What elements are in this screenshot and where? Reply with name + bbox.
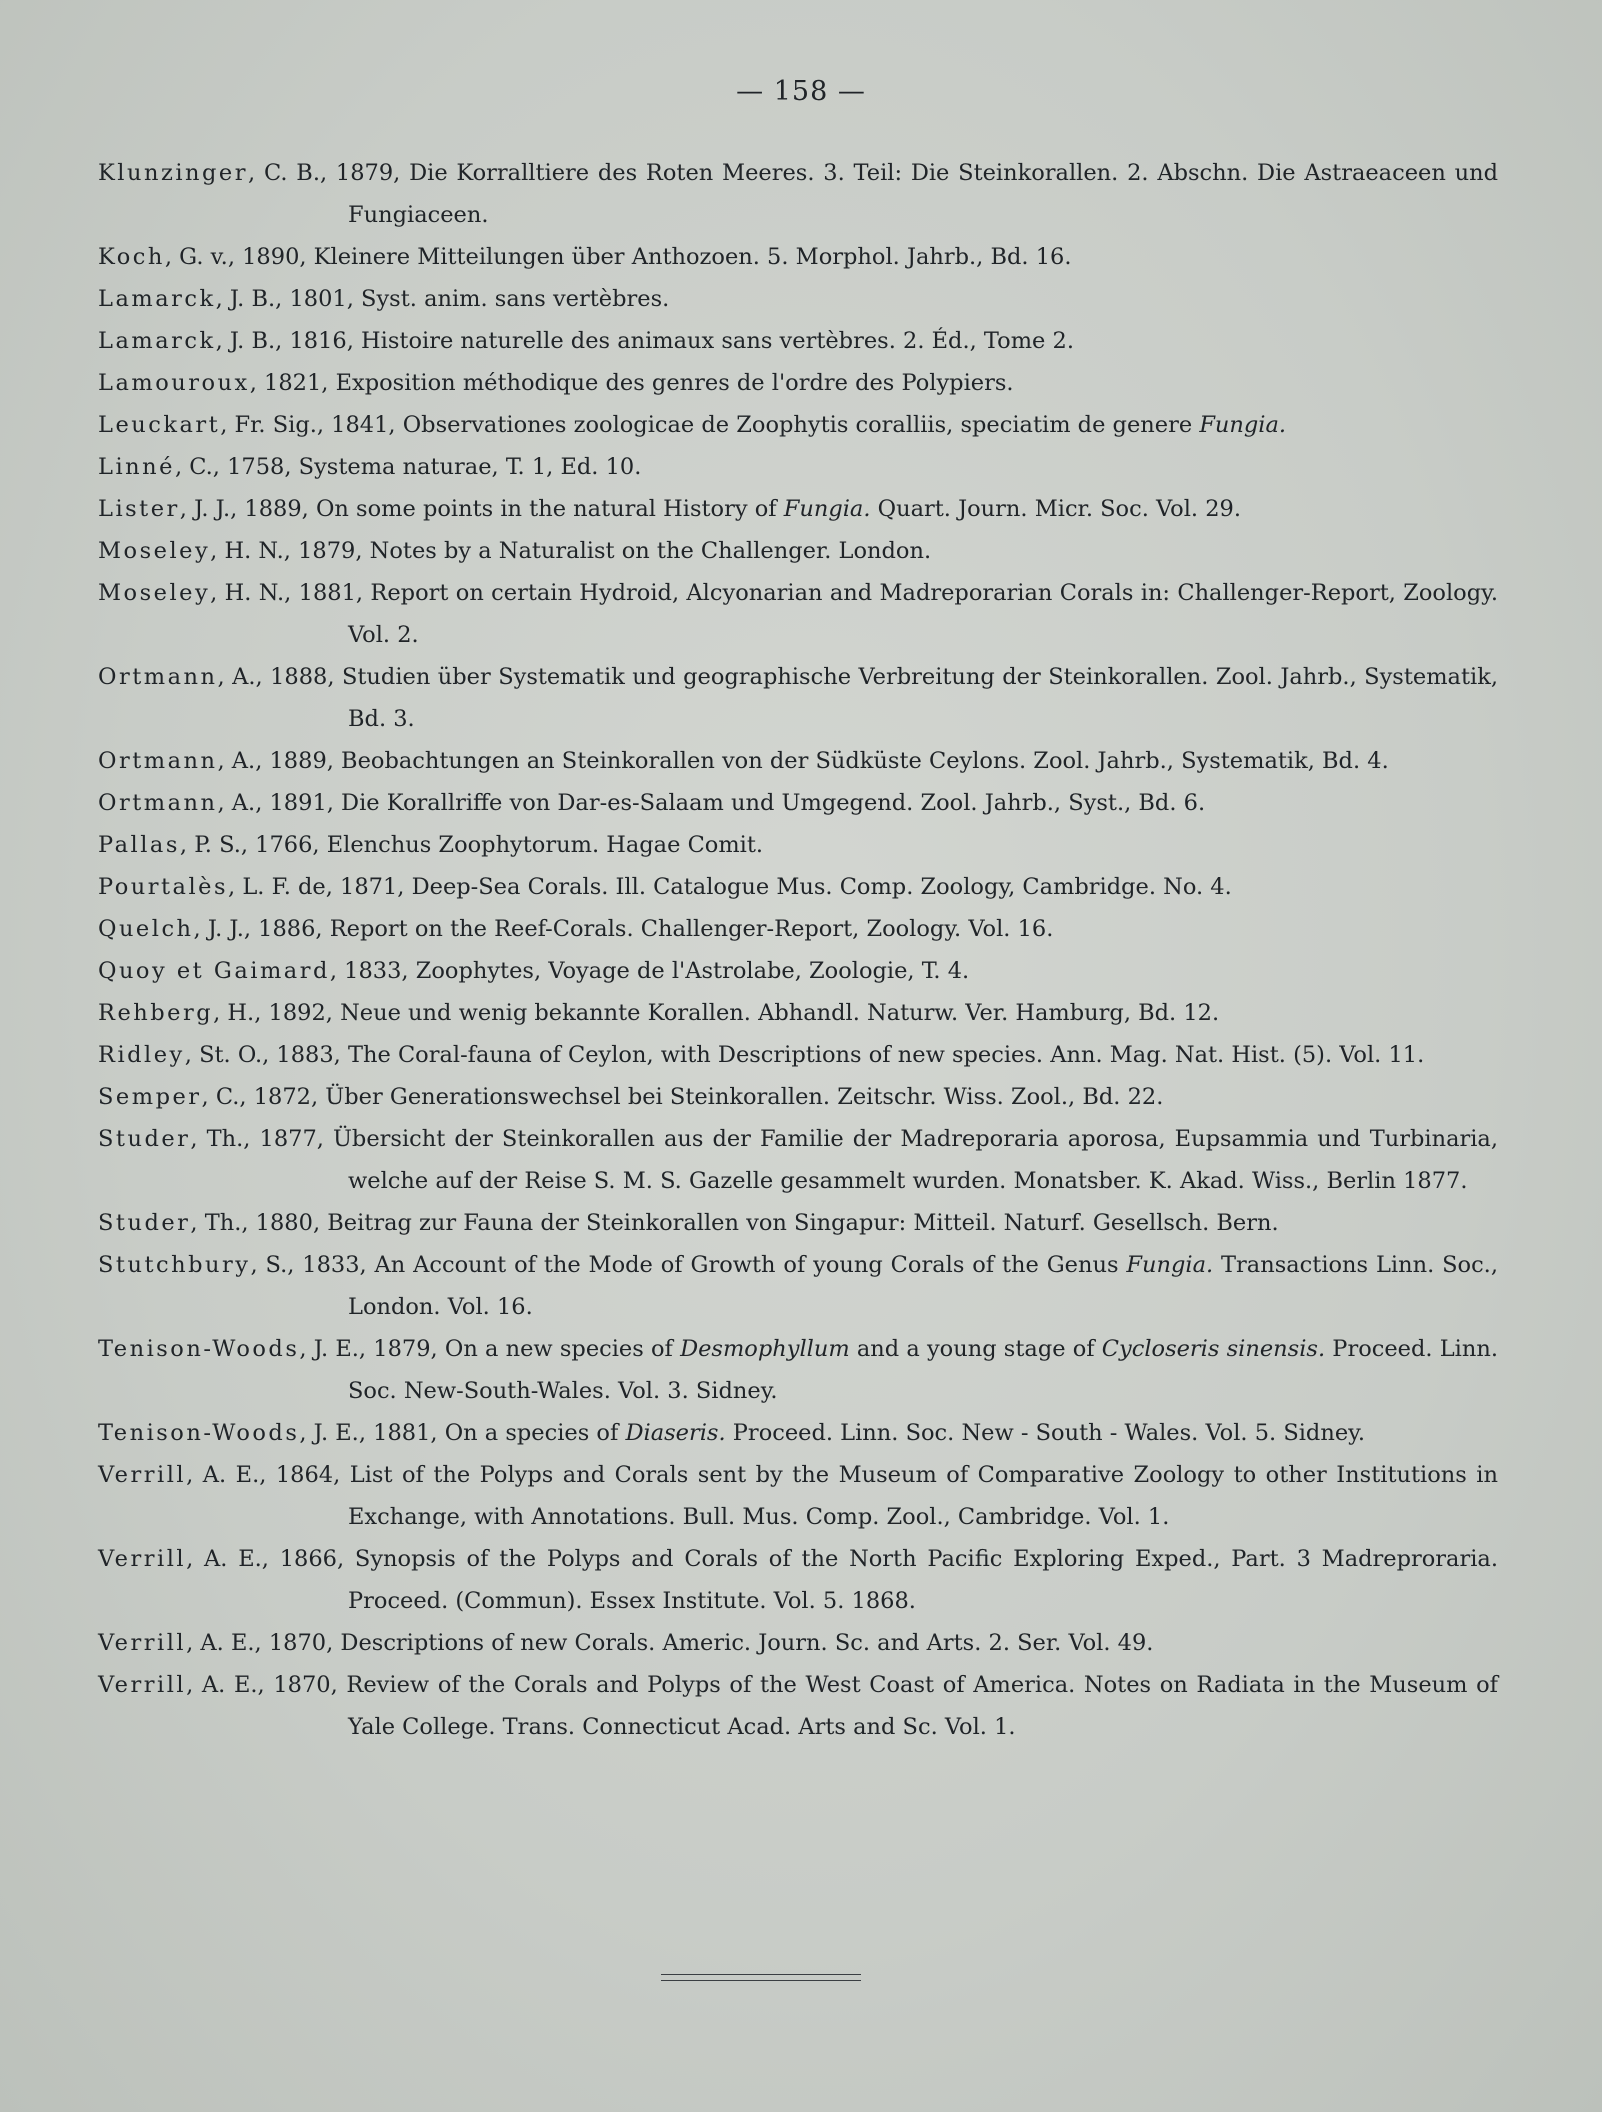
reference-author: Lamouroux (98, 370, 250, 396)
reference-author: Linné (98, 454, 175, 480)
reference-italic: Fungia. (783, 496, 871, 522)
page-number: — 158 — (736, 76, 866, 107)
reference-italic: Fungia. (1199, 412, 1287, 438)
reference-text: , A., 1889, Beobachtungen an Steinkorallen von der Südküste Ceylons. Zool. Jahrb., Systematik, Bd. 4. (217, 748, 1389, 774)
reference-author: Moseley (98, 538, 211, 564)
reference-entry (98, 1328, 1498, 1412)
reference-text: , A. E., 1864, List of the Polyps and Corals sent by the Museum of Comparative Zoology to other Institutions in Exchange, with Annotations. Bull. Mus. Comp. Zool., Cambridge. Vol. 1. (186, 1462, 1498, 1530)
reference-author: Moseley (98, 580, 211, 606)
reference-text: Proceed. Linn. Soc. New-South-Wales. Vol. 3. Sidney. (348, 1336, 1498, 1404)
reference-entry (98, 572, 1498, 656)
reference-entry (98, 1454, 1498, 1538)
reference-text: , A. E., 1866, Synopsis of the Polyps and Corals of the North Pacific Exploring Exped., Part. 3 Madreproraria. Proceed. (Commun). Essex Institute. Vol. 5. 1868. (186, 1546, 1498, 1614)
reference-text: , H., 1892, Neue und wenig bekannte Korallen. Abhandl. Naturw. Ver. Hamburg, Bd. 12. (213, 1000, 1220, 1026)
reference-text: , C., 1758, Systema naturae, T. 1, Ed. 10. (174, 454, 642, 480)
reference-author: Verrill (98, 1462, 187, 1488)
reference-entry (98, 1412, 1498, 1454)
reference-text: , S., 1833, An Account of the Mode of Growth of young Corals of the Genus (250, 1252, 1127, 1278)
reference-entry (98, 824, 1498, 866)
reference-entry (98, 1664, 1498, 1748)
reference-text: , A. E., 1870, Review of the Corals and Polyps of the West Coast of America. Notes on Radiata in the Museum of Yale College. Trans. Connecticut Acad. Arts and Sc. Vol. 1. (186, 1672, 1498, 1740)
reference-entry (98, 950, 1498, 992)
reference-text: , A. E., 1870, Descriptions of new Corals. Americ. Journ. Sc. and Arts. 2. Ser. Vol. 49. (186, 1630, 1154, 1656)
reference-italic: Desmophyllum (680, 1336, 850, 1362)
reference-author: Studer (98, 1210, 191, 1236)
reference-text: , G. v., 1890, Kleinere Mitteilungen über Anthozoen. 5. Morphol. Jahrb., Bd. 16. (164, 244, 1072, 270)
reference-author: Semper (98, 1084, 202, 1110)
reference-author: Lamarck (98, 286, 216, 312)
reference-text: , Th., 1877, Übersicht der Steinkorallen aus der Familie der Madreporaria aporosa, Eupsammia und Turbinaria, welche auf der Reise S. M. S. Gazelle gesammelt wurden. Monatsber. K. Akad. Wiss., Berlin 1877. (190, 1126, 1498, 1194)
reference-text: , J. B., 1816, Histoire naturelle des animaux sans vertèbres. 2. Éd., Tome 2. (215, 328, 1074, 354)
reference-text: and a young stage of (849, 1336, 1102, 1362)
reference-italic: Fungia. (1126, 1252, 1214, 1278)
reference-author: Verrill (98, 1630, 187, 1656)
reference-author: Stutchbury (98, 1252, 251, 1278)
reference-text: Quart. Journ. Micr. Soc. Vol. 29. (870, 496, 1242, 522)
reference-author: Studer (98, 1126, 191, 1152)
reference-text: , Th., 1880, Beitrag zur Fauna der Steinkorallen von Singapur: Mitteil. Naturf. Gesellsch. Bern. (190, 1210, 1279, 1236)
reference-entry (98, 908, 1498, 950)
reference-entry (98, 530, 1498, 572)
reference-italic: Cycloseris sinensis. (1101, 1336, 1326, 1362)
reference-text: , J. J., 1889, On some points in the natural History of (179, 496, 784, 522)
reference-entry (98, 1076, 1498, 1118)
reference-entry (98, 488, 1498, 530)
reference-entry (98, 1118, 1498, 1202)
reference-author: Quelch (98, 916, 194, 942)
reference-text: , Fr. Sig., 1841, Observationes zoologicae de Zoophytis coralliis, speciatim de genere (220, 412, 1200, 438)
reference-entry (98, 782, 1498, 824)
reference-text: , J. E., 1881, On a species of (299, 1420, 626, 1446)
reference-entry (98, 1244, 1498, 1328)
reference-author: Pourtalès (98, 874, 229, 900)
reference-author: Lamarck (98, 328, 216, 354)
reference-text: , 1833, Zoophytes, Voyage de l'Astrolabe, Zoologie, T. 4. (329, 958, 970, 984)
end-rule (661, 1974, 861, 1981)
reference-text: , L. F. de, 1871, Deep-Sea Corals. Ill. Catalogue Mus. Comp. Zoology, Cambridge. No. 4. (228, 874, 1232, 900)
reference-author: Rehberg (98, 1000, 214, 1026)
reference-author: Pallas (98, 832, 180, 858)
reference-entry (98, 992, 1498, 1034)
reference-author: Ridley (98, 1042, 185, 1068)
reference-entry (98, 1622, 1498, 1664)
reference-author: Ortmann (98, 748, 218, 774)
reference-text: Transactions Linn. Soc., London. Vol. 16. (348, 1252, 1498, 1320)
reference-entry (98, 1202, 1498, 1244)
reference-text: , H. N., 1879, Notes by a Naturalist on the Challenger. London. (210, 538, 932, 564)
reference-text: , A., 1891, Die Korallriffe von Dar-es-Salaam und Umgegend. Zool. Jahrb., Syst., Bd. 6. (217, 790, 1206, 816)
reference-text: , J. B., 1801, Syst. anim. sans vertèbres. (215, 286, 670, 312)
reference-text: , P. S., 1766, Elenchus Zoophytorum. Hagae Comit. (179, 832, 764, 858)
reference-author: Tenison-Woods (98, 1336, 300, 1362)
reference-entry (98, 278, 1498, 320)
reference-author: Ortmann (98, 790, 218, 816)
reference-text: , J. E., 1879, On a new species of (299, 1336, 681, 1362)
reference-entry (98, 320, 1498, 362)
reference-author: Ortmann (98, 664, 218, 690)
reference-author: Lister (98, 496, 180, 522)
reference-entry (98, 446, 1498, 488)
reference-entry (98, 152, 1498, 236)
reference-entry (98, 1034, 1498, 1076)
reference-author: Quoy et Gaimard (98, 958, 330, 984)
reference-text: , 1821, Exposition méthodique des genres de l'ordre des Polypiers. (249, 370, 1014, 396)
reference-author: Klunzinger (98, 160, 249, 186)
reference-entry (98, 656, 1498, 740)
reference-entry (98, 1538, 1498, 1622)
reference-text: , St. O., 1883, The Coral-fauna of Ceylon, with Descriptions of new species. Ann. Mag. Nat. Hist. (5). Vol. 11. (184, 1042, 1425, 1068)
reference-text: , C. B., 1879, Die Korralltiere des Roten Meeres. 3. Teil: Die Steinkorallen. 2. Abschn. Die Astraeaceen und Fungiaceen. (248, 160, 1498, 228)
reference-entry (98, 404, 1498, 446)
reference-entry (98, 740, 1498, 782)
reference-text: , A., 1888, Studien über Systematik und geographische Verbreitung der Steinkorallen. Zool. Jahrb., Systematik, Bd. 3. (217, 664, 1498, 732)
reference-author: Leuckart (98, 412, 221, 438)
reference-text: , H. N., 1881, Report on certain Hydroid, Alcyonarian and Madreporarian Corals in: Challenger-Report, Zoology. Vol. 2. (210, 580, 1498, 648)
reference-entry (98, 236, 1498, 278)
reference-text: Proceed. Linn. Soc. New - South - Wales. Vol. 5. Sidney. (725, 1420, 1366, 1446)
reference-author: Verrill (98, 1672, 187, 1698)
reference-entry (98, 866, 1498, 908)
reference-author: Verrill (98, 1546, 187, 1572)
reference-author: Tenison-Woods (98, 1420, 300, 1446)
reference-text: , J. J., 1886, Report on the Reef-Corals. Challenger-Report, Zoology. Vol. 16. (193, 916, 1054, 942)
reference-italic: Diaseris. (625, 1420, 726, 1446)
reference-text: , C., 1872, Über Generationswechsel bei Steinkorallen. Zeitschr. Wiss. Zool., Bd. 22. (201, 1084, 1164, 1110)
reference-entry (98, 362, 1498, 404)
reference-list (98, 152, 1498, 1748)
reference-author: Koch (98, 244, 165, 270)
